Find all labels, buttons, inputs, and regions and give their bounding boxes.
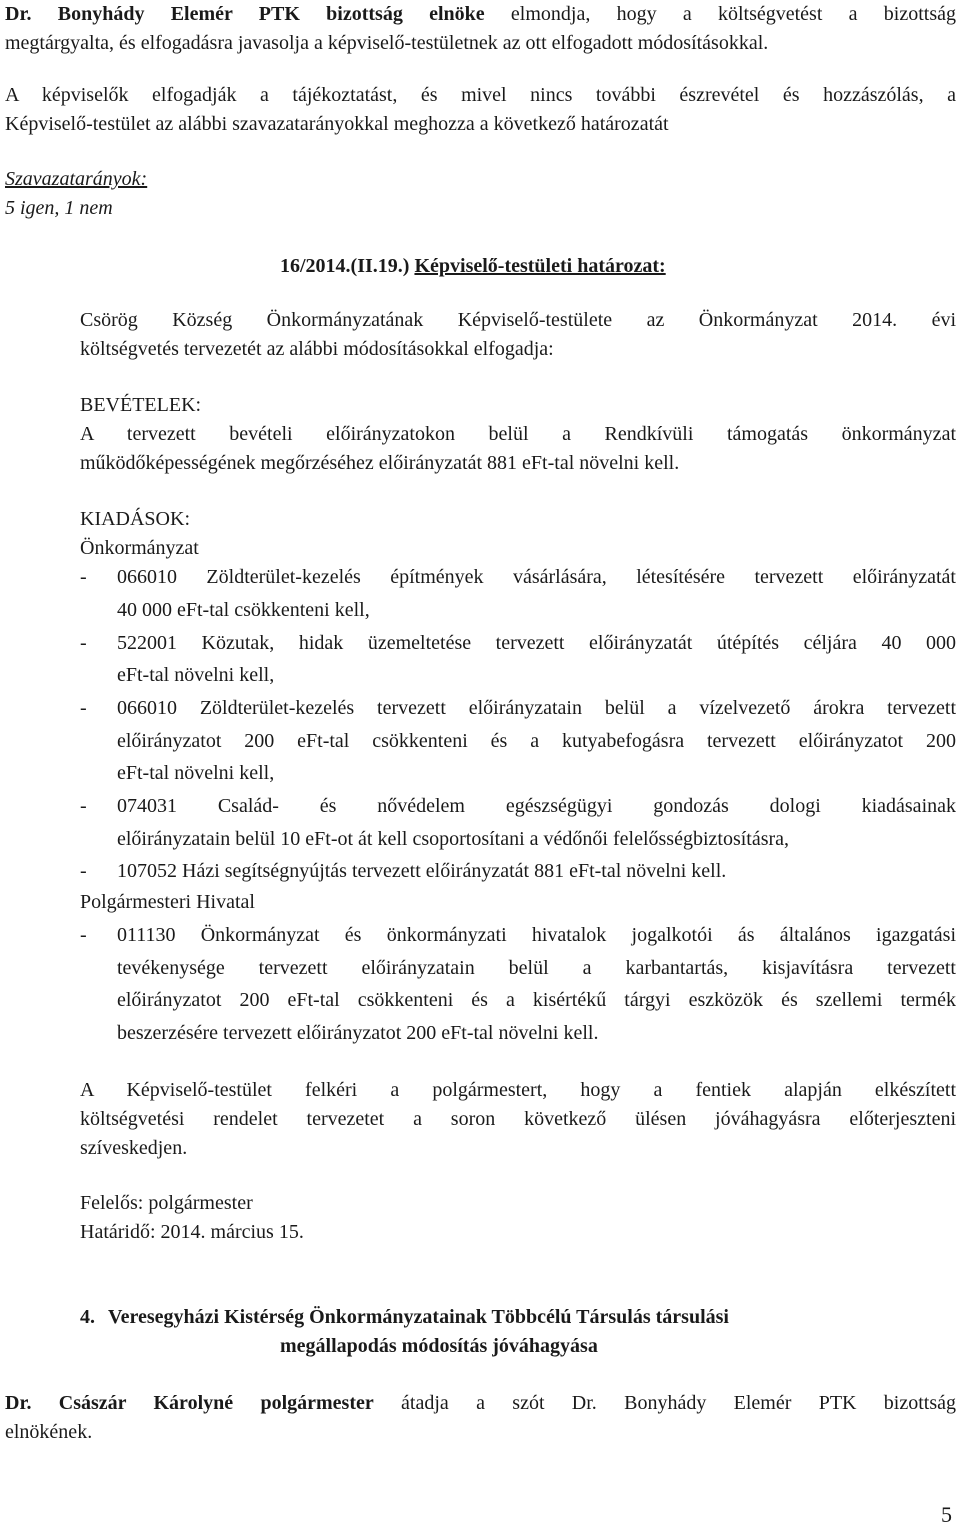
agenda-title-line-1: Veresegyházi Kistérség Önkormányzatainak Többcélú Társulás társulási (108, 1306, 729, 1328)
expense-item-1-line-2: 40 000 eFt-tal csökkenteni kell, (117, 599, 370, 621)
intro-line-2: megtárgyalta, és elfogadásra javasolja a képviselő-testületnek az ott elfogadott módosításokkal. (5, 32, 769, 54)
votes-label: Szavazatarányok: (5, 168, 148, 190)
intro-line-1 (5, 0, 956, 29)
speaker-name: Dr. Bonyhády Elemér PTK bizottság elnöke (5, 3, 485, 25)
list-dash: - (80, 795, 87, 817)
agenda-number: 4. (80, 1306, 95, 1328)
expenses-subheading-office: Polgármesteri Hivatal (80, 891, 255, 913)
intro-text: elmondja, hogy a költségvetést a bizottság (510, 3, 957, 25)
closing-line-1 (5, 1389, 956, 1418)
closing-text: átadja a szót Dr. Bonyhády Elemér PTK bizottság (401, 1392, 956, 1414)
resolution-heading (280, 252, 666, 281)
expense-item-2-line-1: 522001 Közutak, hidak üzemeltetése tervezett előirányzatát útépítés céljára 40 000 (117, 632, 956, 654)
request-line-3: szíveskedjen. (80, 1137, 188, 1159)
votes-result: 5 igen, 1 nem (5, 197, 113, 219)
expense-item-4-line-2: előirányzatain belül 10 eFt-ot át kell csoportosítani a védőnői felelősségbiztosításra, (117, 828, 790, 850)
responsible: Felelős: polgármester (80, 1192, 253, 1214)
revenues-line-2: működőképességének megőrzéséhez előirányzatát 881 eFt-tal növelni kell. (80, 452, 680, 474)
resolution-line-2: költségvetés tervezetét az alábbi módosításokkal elfogadja: (80, 338, 554, 360)
list-dash: - (80, 632, 87, 654)
expense-item-5-line-1: 107052 Házi segítségnyújtás tervezett előirányzatát 881 eFt-tal növelni kell. (117, 860, 727, 882)
resolution-title: Képviselő-testületi határozat: (414, 255, 666, 277)
expenses-subheading-municipality: Önkormányzat (80, 537, 199, 559)
expense-item-4-line-1: 074031 Család- és nővédelem egészségügyi gondozás dologi kiadásainak (117, 795, 956, 817)
deadline: Határidő: 2014. március 15. (80, 1221, 304, 1243)
page-number: 5 (941, 1502, 952, 1527)
expense-item-3-line-3: eFt-tal növelni kell, (117, 762, 275, 784)
office-item-line-2: tevékenysége tervezett előirányzatain belül a karbantartás, kisjavításra tervezett (117, 957, 956, 979)
closing-line-2: elnökének. (5, 1421, 93, 1443)
request-line-1: A Képviselő-testület felkéri a polgármestert, hogy a fentiek alapján elkészített (80, 1079, 956, 1101)
mayor-name: Dr. Császár Károlyné polgármester (5, 1392, 374, 1414)
resolution-line-1: Csörög Község Önkormányzatának Képviselő-testülete az Önkormányzat 2014. évi (80, 309, 956, 331)
list-dash: - (80, 566, 87, 588)
expense-item-3-line-2: előirányzatot 200 eFt-tal csökkenteni és a kutyabefogásra tervezett előirányzatot 200 (117, 730, 956, 752)
office-item-line-3: előirányzatot 200 eFt-tal csökkenteni és a kisértékű tárgyi eszközök és szellemi termék (117, 989, 956, 1011)
vote-intro-line-1: A képviselők elfogadják a tájékoztatást, és mivel nincs további észrevétel és hozzászólás, a (5, 84, 956, 106)
vote-intro-line-2: Képviselő-testület az alábbi szavazatarányokkal meghozza a következő határozatát (5, 113, 669, 135)
revenues-heading: BEVÉTELEK: (80, 394, 202, 416)
office-item-line-1: 011130 Önkormányzat és önkormányzati hivatalok jogalkotói ás általános igazgatási (117, 924, 956, 946)
request-line-2: költségvetési rendelet tervezetet a soron következő ülésen jóváhagyásra előterjeszteni (80, 1108, 956, 1130)
expenses-heading: KIADÁSOK: (80, 508, 190, 530)
expense-item-3-line-1: 066010 Zöldterület-kezelés tervezett előirányzatain belül a vízelvezető árokra tervezett (117, 697, 956, 719)
resolution-number: 16/2014.(II.19.) (280, 255, 410, 277)
office-item-line-4: beszerzésére tervezett előirányzatot 200 eFt-tal növelni kell. (117, 1022, 599, 1044)
list-dash: - (80, 924, 87, 946)
expense-item-2-line-2: eFt-tal növelni kell, (117, 664, 275, 686)
expense-item-1-line-1: 066010 Zöldterület-kezelés építmények vásárlására, létesítésére tervezett előirányzatát (117, 566, 956, 588)
revenues-line-1: A tervezett bevételi előirányzatokon belül a Rendkívüli támogatás önkormányzat (80, 423, 956, 445)
list-dash: - (80, 697, 87, 719)
list-dash: - (80, 860, 87, 882)
agenda-title-line-2: megállapodás módosítás jóváhagyása (280, 1335, 598, 1357)
